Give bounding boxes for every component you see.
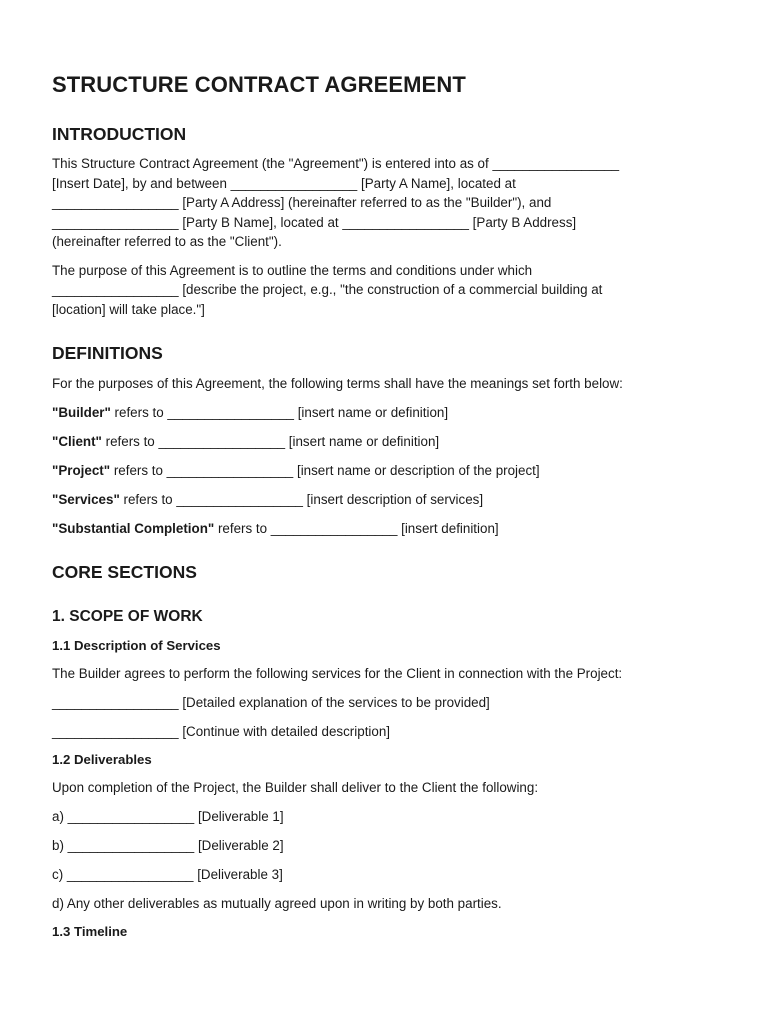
definition-text: refers to _________________ [insert name or description of the project] — [110, 462, 540, 478]
text-line: This Structure Contract Agreement (the "Agreement") is entered into as of _________________ — [52, 156, 620, 171]
deliverable-item: d) Any other deliverables as mutually agreed upon in writing by both parties. — [52, 896, 502, 911]
core-sections-heading: CORE SECTIONS — [52, 562, 197, 582]
text-line: [location] will take place."] — [52, 301, 205, 317]
definition-substantial-completion — [52, 519, 732, 539]
deliverable-item: c) _________________ [Deliverable 3] — [52, 867, 283, 882]
definition-text: refers to _________________ [insert name or definition] — [110, 404, 449, 420]
document-page — [52, 70, 732, 941]
definition-services — [52, 490, 732, 510]
introduction-paragraph-2 — [52, 261, 732, 320]
description-line: _________________ [Continue with detailed description] — [52, 724, 391, 739]
text-line: (hereinafter referred to as the "Client"). — [52, 234, 282, 249]
definition-text: refers to _________________ [insert definition] — [214, 520, 499, 536]
definition-term: "Client" — [52, 433, 102, 449]
definition-builder — [52, 403, 732, 423]
deliverables-heading: 1.2 Deliverables — [52, 752, 152, 767]
text-line: _________________ [Party A Address] (hereinafter referred to as the "Builder"), and — [52, 195, 552, 210]
scope-of-work-heading: 1. SCOPE OF WORK — [52, 608, 203, 625]
deliverables-intro: Upon completion of the Project, the Builder shall deliver to the Client the following: — [52, 780, 539, 795]
definition-term: "Project" — [52, 462, 111, 478]
description-intro: The Builder agrees to perform the following services for the Client in connection with the Project: — [52, 666, 623, 681]
text-line: [Insert Date], by and between _________________ [Party A Name], located at — [52, 175, 516, 191]
text-line: _________________ [describe the project, e.g., "the construction of a commercial building at — [52, 282, 603, 297]
definition-term: "Services" — [52, 491, 120, 507]
definition-text: refers to _________________ [insert description of services] — [119, 491, 484, 507]
introduction-heading: INTRODUCTION — [52, 124, 187, 144]
deliverable-item: a) _________________ [Deliverable 1] — [52, 809, 284, 824]
text-line: _________________ [Party B Name], located at _________________ [Party B Address] — [52, 214, 577, 230]
definition-text: refers to _________________ [insert name or definition] — [101, 433, 440, 449]
timeline-heading: 1.3 Timeline — [52, 924, 128, 939]
description-of-services-heading: 1.1 Description of Services — [52, 638, 221, 653]
definition-client — [52, 432, 732, 452]
introduction-paragraph-1 — [52, 154, 732, 252]
description-line: _________________ [Detailed explanation of the services to be provided] — [52, 695, 490, 710]
text-line: The purpose of this Agreement is to outline the terms and conditions under which — [52, 262, 533, 278]
definition-project — [52, 461, 732, 481]
definition-term: "Substantial Completion" — [52, 520, 215, 536]
document-title: STRUCTURE CONTRACT AGREEMENT — [52, 72, 466, 97]
definitions-intro: For the purposes of this Agreement, the following terms shall have the meanings set forth below: — [52, 376, 623, 391]
definition-term: "Builder" — [52, 404, 111, 420]
deliverable-item: b) _________________ [Deliverable 2] — [52, 838, 284, 853]
definitions-heading: DEFINITIONS — [52, 343, 163, 363]
